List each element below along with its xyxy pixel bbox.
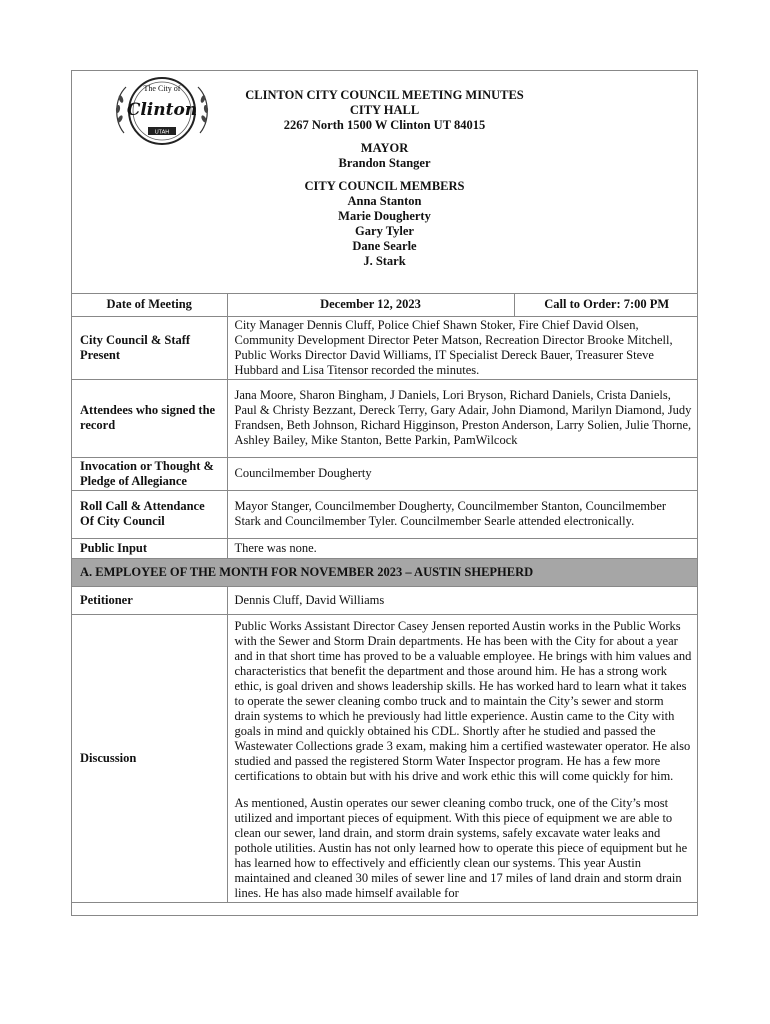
row-value: There was none. [227,538,698,558]
table-row [72,379,698,457]
table-row [72,316,698,379]
council-member: Anna Stanton [347,194,422,208]
table-row [72,490,698,538]
minutes-document [71,70,698,916]
council-label: CITY COUNCIL MEMBERS [304,179,465,193]
section-heading: A. EMPLOYEE OF THE MONTH FOR NOVEMBER 2023 – AUSTIN SHEPHERD [72,558,698,586]
discussion-paragraph: As mentioned, Austin operates our sewer cleaning combo truck, one of the City’s most utilized and important pieces of equipment. With this piece of equipment we are able to clean our sewer, land drain, and storm drain systems, safely excavate water leaks and pothole utilities. Austin has not only learned how to operate this piece of equipment but he has learned how to effectively and efficiently clean our systems. This year Austin maintained and cleaned 30 miles of sewer line and 17 miles of land drain and storm drain lines. He has also made himself available for [234,795,688,900]
council-member: Dane Searle [352,239,417,253]
row-value: Jana Moore, Sharon Bingham, J Daniels, Lori Bryson, Richard Daniels, Crista Daniels, Paul & Christy Bezzant, Dereck Terry, Gary Adair, John Diamond, Marilyn Diamond, Judy Frandsen, Beth Johnson, Richard Higginson, Preston Anderson, Larry Solien, Julie Thorne, Ashley Bailey, Mike Stanton, Bette Parkin, PamWilcock [227,379,698,457]
location: CITY HALL [349,103,420,117]
minutes-table [72,294,698,903]
table-row [72,538,698,558]
row-label: Roll Call & Attendance Of City Council [72,490,227,538]
mayor-label: MAYOR [360,141,409,155]
document-header [72,71,697,294]
row-label: City Council & Staff Present [72,316,227,379]
discussion-row [72,614,698,902]
council-member: Gary Tyler [355,224,414,238]
date-label: Date of Meeting [72,294,227,316]
address: 2267 North 1500 W Clinton UT 84015 [283,118,486,132]
discussion-paragraph: Public Works Assistant Director Casey Jensen reported Austin works in the Public Works with the Sewer and Storm Drain departments. He has been with the City for about a year and in that short time has proved to be a valuable employee. He brings with him values and characteristics that benefit the department and those around him. He has a strong work ethic, is goal driven and shows leadership skills. He has worked hard to learn what it takes to operate the sewer cleaning combo truck and to maintain the City’s sewer and storm drain systems to which he previously had little experience. Austin came to the City with goals in mind and quickly obtained his CDL. Shortly after he studied and passed the Wastewater Collections grade 3 exam, making him a certified wastewater operator. He also studied and passed the registered Storm Water Inspector program. He has a few more certifications to obtain but with his drive and work ethic this will come quickly for him. [234,618,692,783]
date-value: December 12, 2023 [227,294,514,316]
mayor-name: Brandon Stanger [338,156,431,170]
council-member: J. Stark [363,254,406,268]
discussion-label: Discussion [72,614,227,902]
call-to-order: Call to Order: 7:00 PM [514,294,698,316]
section-heading-row [72,558,698,586]
row-value: Councilmember Dougherty [227,457,698,490]
petitioner-value: Dennis Cluff, David Williams [227,586,698,614]
council-member: Marie Dougherty [338,209,431,223]
svg-text:Clinton: Clinton [126,100,198,120]
table-row [72,457,698,490]
svg-text:UTAH: UTAH [154,129,170,136]
svg-text:The City of: The City of [143,84,181,93]
meeting-date-row [72,294,698,316]
petitioner-row [72,586,698,614]
row-label: Invocation or Thought & Pledge of Allegiance [72,457,227,490]
row-value: City Manager Dennis Cluff, Police Chief Shawn Stoker, Fire Chief David Olsen, Community Development Director Peter Matson, Recreation Director Brooke Mitchell, Public Works Director David Williams, IT Specialist Dereck Bauer, Treasurer Steve Hubbard and Lisa Titensor recorded the minutes. [227,316,698,379]
row-label: Public Input [72,538,227,558]
row-value: Mayor Stanger, Councilmember Dougherty, Councilmember Stanton, Councilmember Stark and Councilmember Tyler. Councilmember Searle attended electronically. [227,490,698,538]
petitioner-label: Petitioner [72,586,227,614]
discussion-text [227,614,698,902]
document-title: CLINTON CITY COUNCIL MEETING MINUTES [245,88,524,102]
header-text [72,88,697,269]
row-label: Attendees who signed the record [72,379,227,457]
